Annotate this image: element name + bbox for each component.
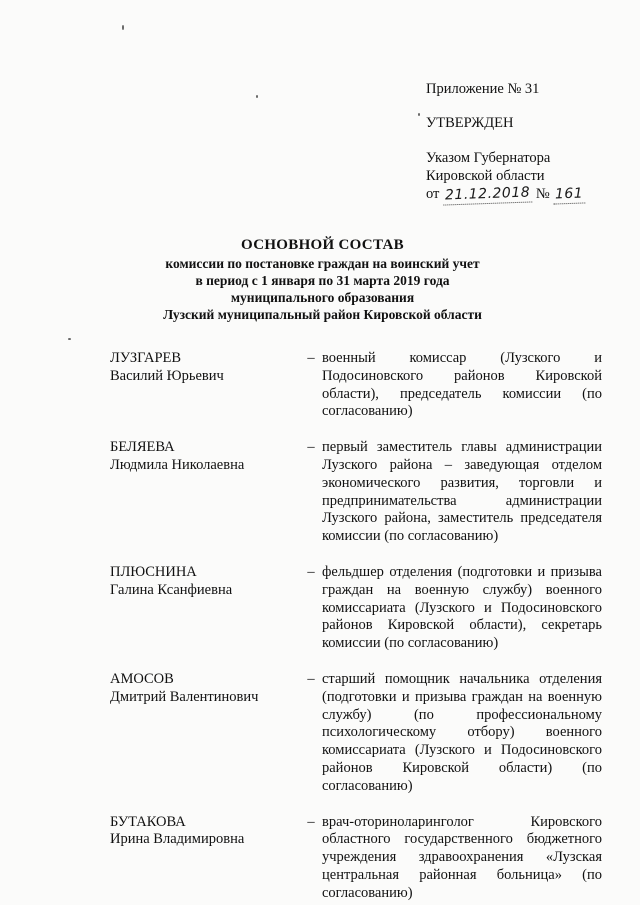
- decree-line-2: Кировской области: [426, 168, 545, 184]
- title-line-1: комиссии по постановке граждан на воинский учет: [165, 256, 480, 271]
- scan-speck: [68, 338, 71, 340]
- member-name: [110, 439, 300, 546]
- member-role: врач-оториноларинголог Кировского областного государственного бюджетного учреждения здравоохранения «Лузская центральная районная больница» (по согласованию): [322, 813, 602, 901]
- member-row: [110, 564, 602, 653]
- member-dash: –: [307, 670, 315, 687]
- member-row: [110, 814, 602, 903]
- member-row: [110, 671, 602, 796]
- title-main: ОСНОВНОЙ СОСТАВ: [241, 237, 404, 253]
- member-surname: АМОСОВ: [110, 670, 174, 687]
- member-surname: БУТАКОВА: [110, 813, 186, 830]
- member-row: [110, 439, 602, 546]
- handwritten-number: 161: [553, 184, 586, 204]
- member-dash: –: [307, 563, 315, 580]
- member-role: военный комиссар (Лузского и Подосиновского районов Кировской области), председатель комиссии (по согласованию): [322, 350, 602, 420]
- member-given-name: Людмила Николаевна: [110, 456, 245, 473]
- member-surname: БЕЛЯЕВА: [110, 439, 175, 456]
- member-row: [110, 350, 602, 421]
- member-role: старший помощник начальника отделения (подготовки и призыва граждан на военную службу) (по профессиональному психологическому отбору) военного комиссариата (Лузского и Подосиновского районов Кировской области) (по согласованию): [322, 670, 602, 794]
- member-name: [110, 350, 300, 421]
- handwritten-date: 21.12.2018: [443, 183, 533, 205]
- member-given-name: Василий Юрьевич: [110, 367, 224, 384]
- member-dash: –: [307, 350, 315, 366]
- member-role: первый заместитель главы администрации Лузского района – заведующая отделом экономического развития, торговли и предпринимательства администрации Лузского района, заместитель председателя комиссии (по согласованию): [322, 439, 602, 545]
- member-dash: –: [307, 439, 315, 456]
- title-line-2: в период с 1 января по 31 марта 2019 года: [195, 273, 450, 288]
- approval-block: [426, 80, 626, 204]
- title-line-4: Лузский муниципальный район Кировской области: [163, 307, 482, 322]
- scan-speck: [122, 25, 124, 30]
- member-name: [110, 671, 300, 796]
- scan-speck: [418, 113, 420, 116]
- member-name: [110, 814, 300, 903]
- document-title: [110, 236, 535, 323]
- member-given-name: Дмитрий Валентинович: [110, 688, 259, 705]
- member-given-name: Галина Ксанфиевна: [110, 581, 233, 598]
- scan-speck: [256, 95, 258, 98]
- from-label: от: [426, 186, 440, 202]
- member-dash: –: [307, 813, 315, 830]
- approved-label: УТВЕРЖДЕН: [426, 115, 514, 131]
- member-role: фельдшер отделения (подготовки и призыва граждан на военную службу) военного комиссариата (Лузского и Подосиновского районов Кировской области), секретарь комиссии (по согласованию): [322, 563, 602, 652]
- members-list: [110, 350, 602, 921]
- decree-date-line: [426, 185, 626, 204]
- title-line-3: муниципального образования: [230, 290, 415, 305]
- member-given-name: Ирина Владимировна: [110, 831, 245, 848]
- member-surname: ПЛЮСНИНА: [110, 563, 197, 580]
- member-name: [110, 564, 300, 653]
- decree-line-1: Указом Губернатора: [426, 150, 551, 166]
- number-label: №: [535, 186, 550, 202]
- member-surname: ЛУЗГАРЕВ: [110, 350, 182, 366]
- appendix-label: Приложение № 31: [426, 81, 540, 97]
